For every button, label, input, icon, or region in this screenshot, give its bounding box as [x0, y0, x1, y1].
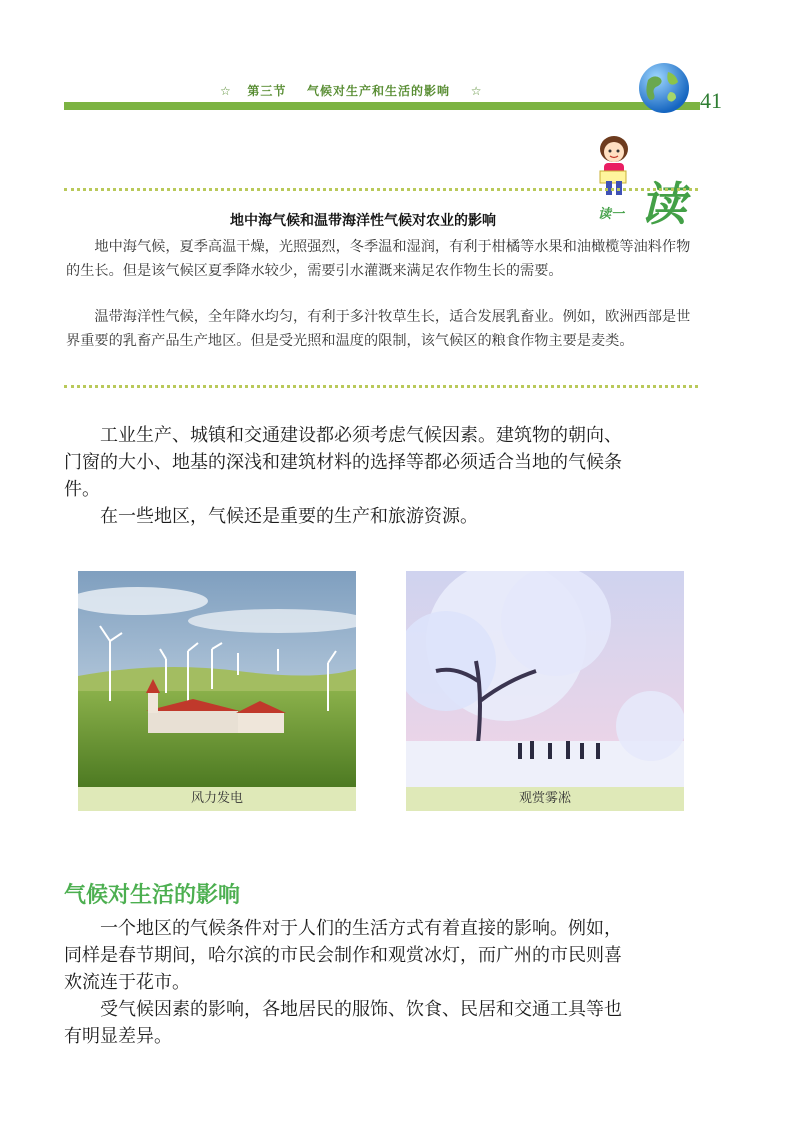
body-paragraph: 工业生产、城镇和交通建设都必须考虑气候因素。建筑物的朝向、门窗的大小、地基的深浅和建筑材料的选择等都必须适合当地的气候条件。 [64, 425, 622, 500]
body-paragraph: 受气候因素的影响，各地居民的服饰、饮食、民居和交通工具等也有明显差异。 [64, 999, 622, 1047]
reading-bottom-divider [64, 385, 698, 388]
globe-icon [638, 62, 690, 114]
reading-paragraph: 地中海气候，夏季高温干燥，光照强烈，冬季温和湿润，有利于柑橘等水果和油橄榄等油料作物的生长。但是该气候区夏季降水较少，需要引水灌溉来满足农作物生长的需要。 [66, 239, 691, 279]
body-paragraph: 在一些地区，气候还是重要的生产和旅游资源。 [100, 506, 478, 527]
section-heading: 气候对生活的影响 [64, 883, 241, 908]
wind-turbine-photo [78, 571, 356, 787]
photo-caption: 观赏雾凇 [406, 787, 684, 811]
section-number: 第三节 [247, 84, 287, 98]
star-icon: ☆ [470, 84, 483, 98]
reading-top-divider [64, 188, 698, 191]
chapter-title: 气候对生产和生活的影响 [307, 84, 451, 98]
body-paragraph: 一个地区的气候条件对于人们的生活方式有着直接的影响。例如，同样是春节期间，哈尔滨的市民会制作和观赏冰灯，而广州的市民则喜欢流连于花市。 [64, 918, 622, 993]
photo-caption: 风力发电 [78, 787, 356, 811]
rime-tree-photo [406, 571, 684, 787]
star-icon: ☆ [220, 84, 232, 98]
reading-paragraph: 温带海洋性气候，全年降水均匀，有利于多汁牧草生长，适合发展乳畜业。例如，欧洲西部是世界重要的乳畜产品生产地区。但是受光照和温度的限制，该气候区的粮食作物主要是麦类。 [66, 309, 691, 349]
page-number: 41 [700, 88, 722, 113]
running-header [220, 82, 483, 99]
header-bar [64, 102, 700, 110]
reading-title: 地中海气候和温带海洋性气候对农业的影响 [230, 213, 496, 229]
read-label-big: 读 [640, 177, 686, 231]
read-label-small: 读一 [598, 207, 625, 222]
